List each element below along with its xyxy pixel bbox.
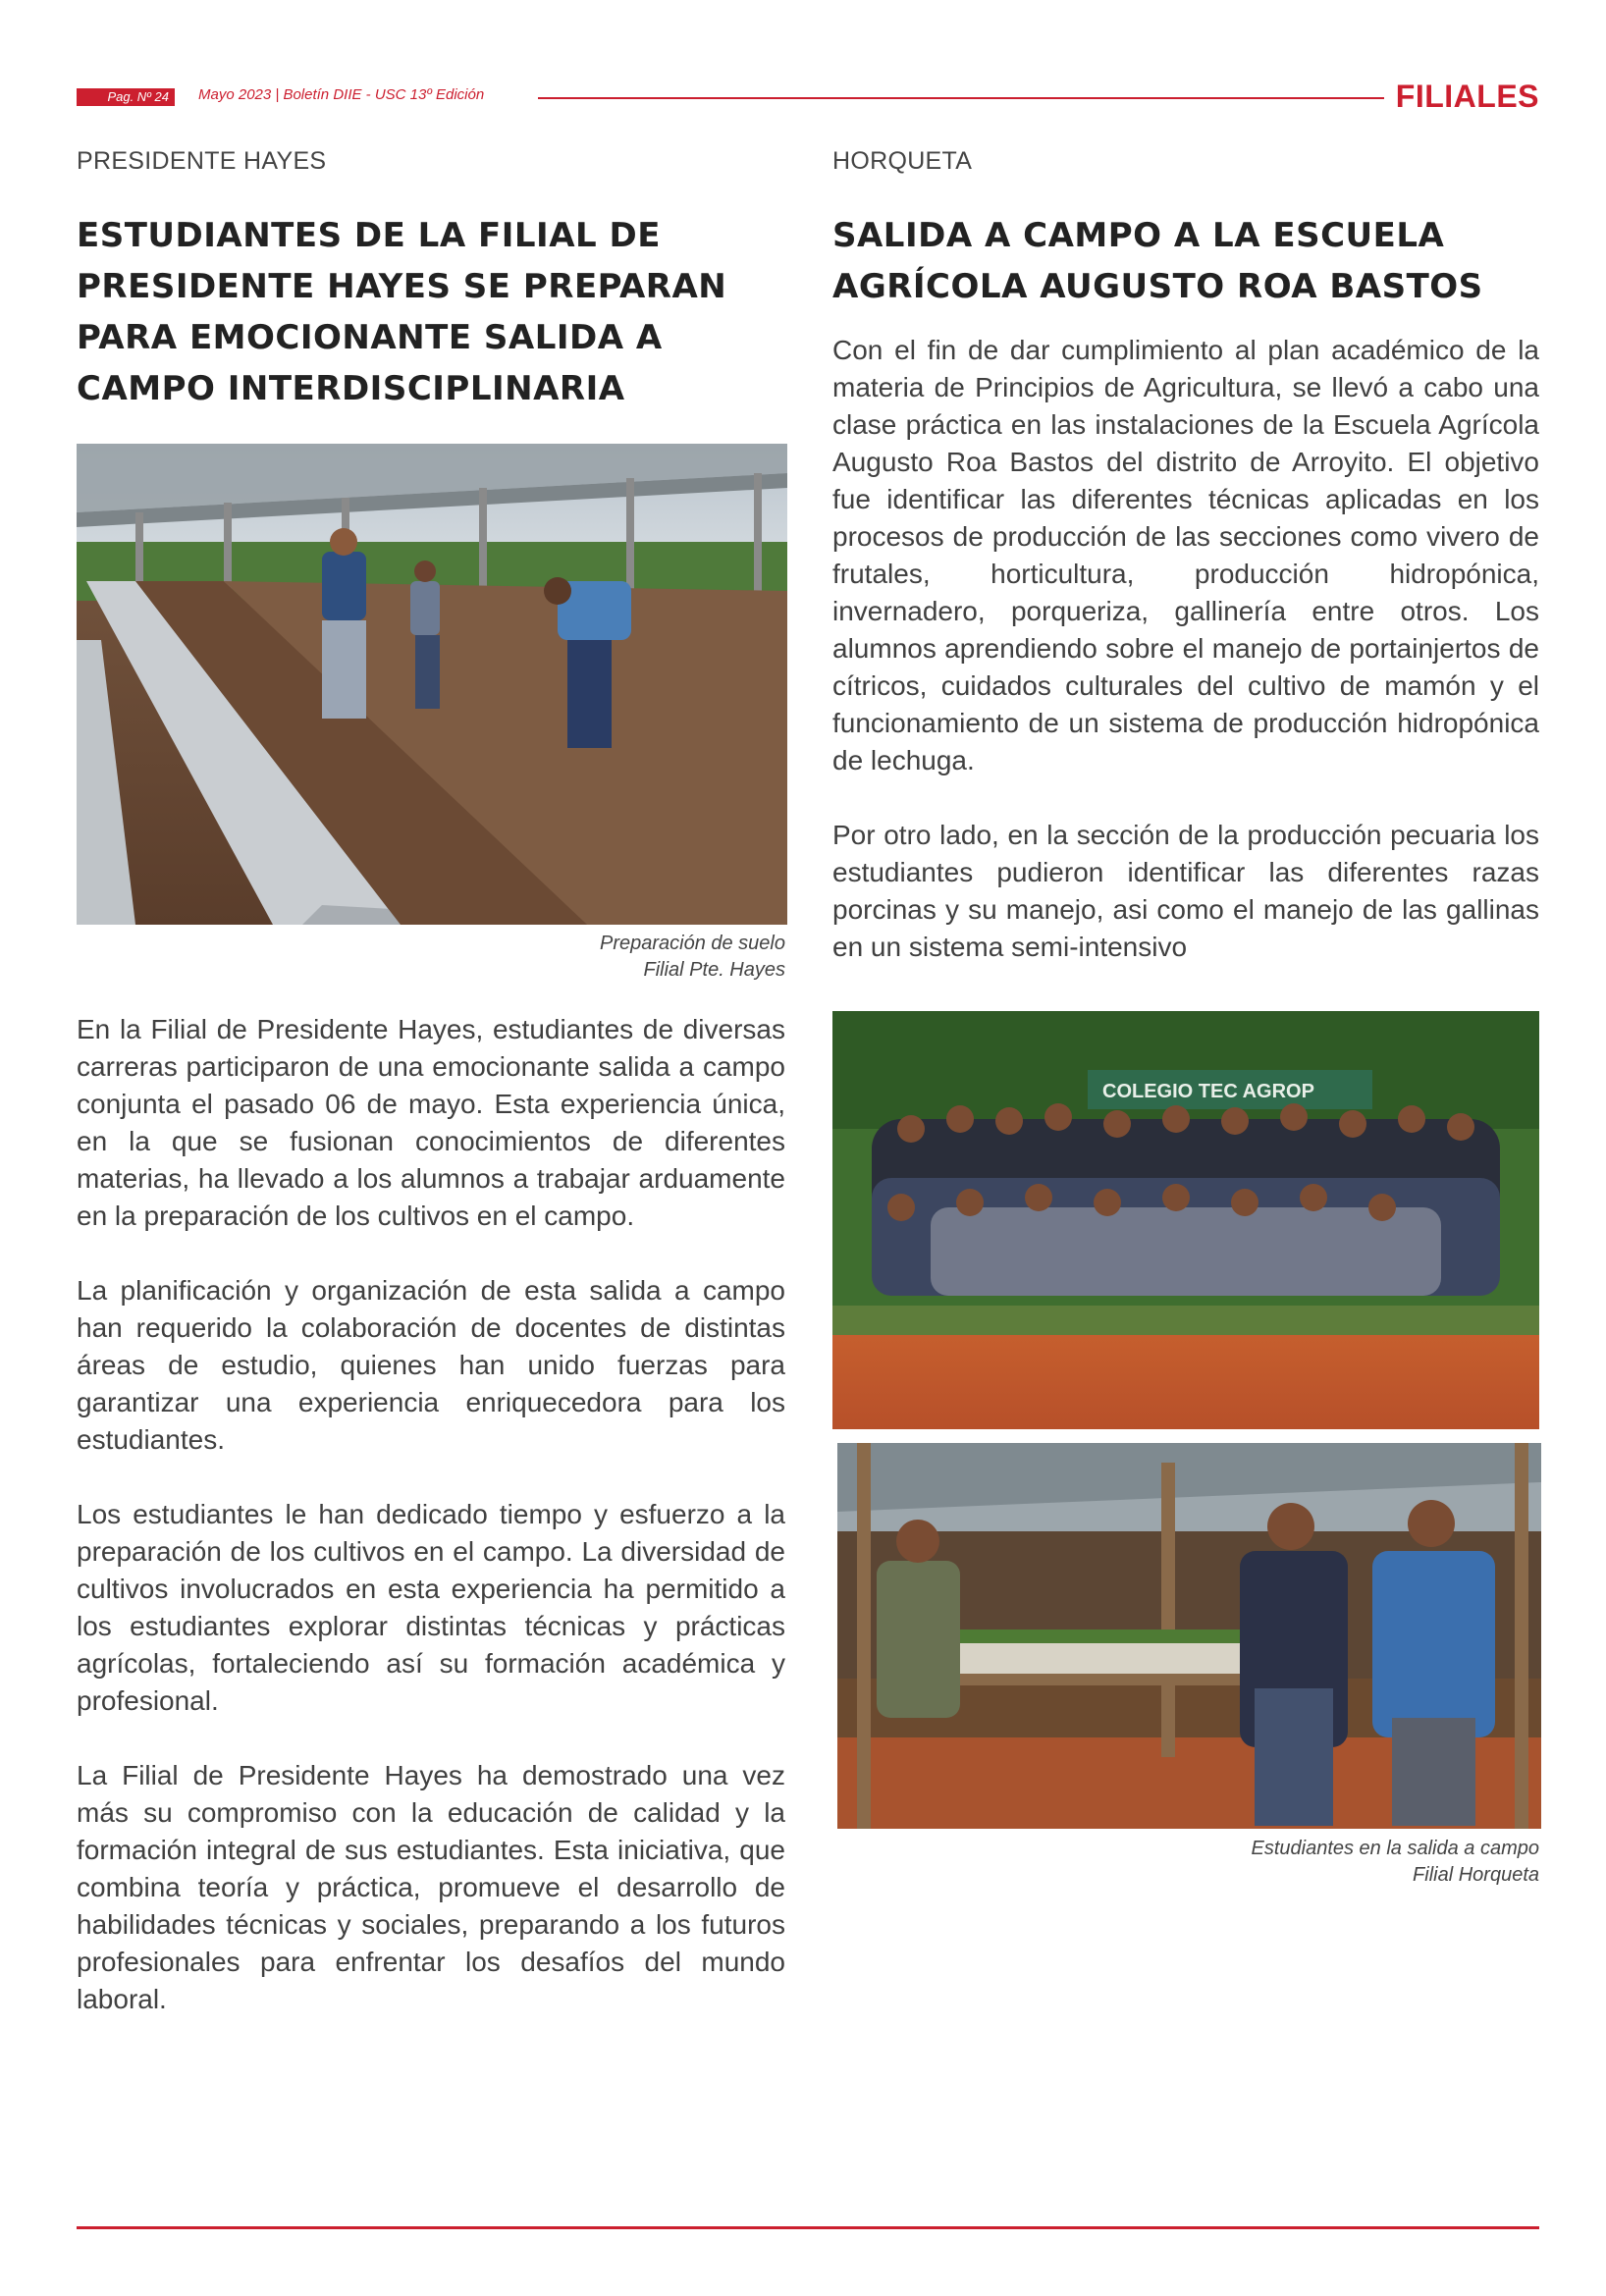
header-rule bbox=[538, 97, 1384, 99]
right-article-body bbox=[832, 332, 1539, 966]
issue-info: Mayo 2023 | Boletín DIIE - USC 13º Edición bbox=[198, 86, 485, 103]
paragraph: La planificación y organización de esta salida a campo han requerido la colaboración de docentes de distintas áreas de estudio, quienes han unido fuerzas para garantizar una experiencia enriquecedora para los estudiantes. bbox=[77, 1275, 785, 1455]
left-article-title: ESTUDIANTES DE LA FILIAL DE PRESIDENTE HAYES SE PREPARAN PARA EMOCIONANTE SALIDA A CAMPO INTERDISCIPLINARIA bbox=[77, 216, 727, 408]
photo-caption-left: Preparación de suelo Filial Pte. Hayes bbox=[599, 933, 785, 981]
photo-group-students bbox=[832, 1011, 1539, 1429]
photo-nursery-visit bbox=[837, 1443, 1541, 1829]
paragraph: Por otro lado, en la sección de la producción pecuaria los estudiantes pudieron identificar las diferentes razas porcinas y su manejo, asi como el manejo de las gallinas en un sistema semi-intensivo bbox=[832, 820, 1539, 962]
paragraph: En la Filial de Presidente Hayes, estudiantes de diversas carreras participaron de una emocionante salida a campo conjunta el pasado 06 de mayo. Esta experiencia única, en la que se fusionan conocimientos de diferentes materias, ha llevado a los alumnos a trabajar arduamente en la preparación de los cultivos en el campo. bbox=[77, 1014, 785, 1231]
right-article-title: SALIDA A CAMPO A LA ESCUELA AGRÍCOLA AUGUSTO ROA BASTOS bbox=[832, 216, 1483, 306]
left-article-body bbox=[77, 1011, 785, 2018]
paragraph: Con el fin de dar cumplimiento al plan académico de la materia de Principios de Agricultura, se llevó a cabo una clase práctica en las instalaciones de la Escuela Agrícola Augusto Roa Bastos del distrito de Arroyito. El objetivo fue identificar las diferentes técnicas aplicadas en los procesos de producción de las secciones como vivero de frutales, horticultura, producción hidropónica, invernadero, porqueriza, gallinería entre otros. Los alumnos aprendiendo sobre el manejo de portainjertos de cítricos, cuidados culturales del cultivo de mamón y el funcionamiento de un sistema de producción hidropónica de lechuga. bbox=[832, 335, 1539, 775]
right-article-kicker: HORQUETA bbox=[832, 147, 973, 175]
svg-text:COLEGIO TEC AGROP: COLEGIO TEC AGROP bbox=[1102, 1081, 1314, 1102]
paragraph: Los estudiantes le han dedicado tiempo y esfuerzo a la preparación de los cultivos en el campo. La diversidad de cultivos involucrados en esta experiencia ha permitido a los estudiantes explorar distintas técnicas y prácticas agrícolas, fortaleciendo así su formación académica y profesional. bbox=[77, 1499, 785, 1716]
photo-soil-preparation bbox=[77, 444, 787, 925]
left-article-kicker: PRESIDENTE HAYES bbox=[77, 147, 327, 175]
footer-rule bbox=[77, 2226, 1539, 2229]
section-title: FILIALES bbox=[1395, 79, 1539, 114]
page-number-badge: Pag. Nº 24 bbox=[77, 88, 175, 106]
page-header bbox=[77, 79, 1539, 114]
photo-caption-right: Estudiantes en la salida a campo Filial Horqueta bbox=[1251, 1838, 1539, 1886]
paragraph: La Filial de Presidente Hayes ha demostrado una vez más su compromiso con la educación de calidad y la formación integral de sus estudiantes. Esta iniciativa, que combina teoría y práctica, promueve el desarrollo de habilidades técnicas y sociales, preparando a los futuros profesionales para enfrentar los desafíos del mundo laboral. bbox=[77, 1760, 785, 2014]
